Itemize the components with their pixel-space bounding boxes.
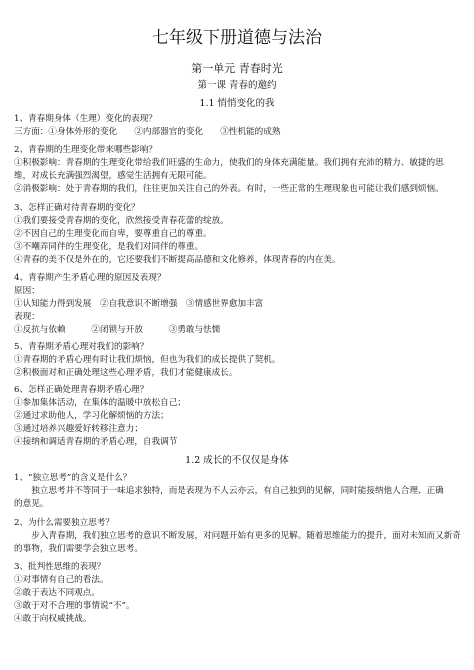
answer-line: 三方面：①身体外形的变化 ②内部器官的变化 ③性机能的成熟 [14,127,281,137]
question-6: 6、怎样正确处理青春期矛盾心理？ [14,385,149,395]
answer-line: 表现： [14,312,40,322]
answer-line: ①积极影响：青春期的生理变化带给我们旺盛的生命力，使我们的身体充满能量。我们拥有充沛的精力、敏捷的思 [14,158,444,168]
answer-line: ④接纳和调适青春期的矛盾心理，自我调节 [14,437,178,447]
answer-line: 步入青春期，我们独立思考的意识不断发展，对问题开始有更多的见解。随着思维能力的提升，面对未知而又新奇 [14,531,461,541]
lesson-heading: 第一课 青春的邀约 [197,80,277,91]
answer-line: 维，对成长充满强烈渴望，感觉生活拥有无限可能。 [14,171,212,181]
answer-line: ②消极影响：处于青春期的我们，往往更加关注自己的外表。有时，一些正常的生理现象也可能让我们感到烦恼。 [14,184,444,194]
question-2: 2、为什么需要独立思考？ [14,518,114,528]
answer-line: ①反抗与依赖 ②闭锁与开放 ③勇敢与怯懦 [14,325,221,335]
answer-line: 独立思考并不等同于一味追求独特，而是表现为不人云亦云，有自己独到的见解，同时能接纳他人合理、正确 [14,486,444,496]
answer-line: ③通过培养兴趣爱好转移注意力； [14,424,143,434]
question-2: 2、青春期的生理变化带来哪些影响？ [14,145,157,155]
answer-line: ①青春期的矛盾心理有时让我们烦恼，但也为我们的成长提供了契机。 [14,355,281,365]
question-4: 4、青春期产生矛盾心理的原因及表现？ [14,273,166,283]
document-title: 七年级下册道德与法治 [152,28,322,48]
answer-line: ②通过求助他人，学习化解烦恼的方法； [14,411,169,421]
answer-line: ①我们要接受青春期的变化，欣然接受青春花蕾的绽放。 [14,216,229,226]
answer-line: 的事物，我们需要学会独立思考。 [14,544,143,554]
answer-line: ①对事情有自己的看法。 [14,575,109,585]
answer-line: ③敢于对不合理的事情说“不”。 [14,601,135,611]
answer-line: ①认知能力得到发展 ②自我意识不断增强 ③情感世界愈加丰富 [14,299,264,309]
answer-line: ②不因自己的生理变化而自卑，要尊重自己的尊重。 [14,229,212,239]
question-1: 1、“独立思考”的含义是什么？ [14,473,132,483]
answer-line: ①参加集体活动，在集体的温暖中放松自己； [14,398,186,408]
answer-line: ②积极面对和正确处理这些心理矛盾，我们才能健康成长。 [14,368,238,378]
unit-heading: 第一单元 青春时光 [191,62,283,75]
answer-line: 原因： [14,286,40,296]
section-heading-1: 1.1 悄悄变化的我 [199,98,275,109]
answer-line: ④敢于向权威挑战。 [14,614,92,624]
answer-line: ④青春的美不仅是外在的，它还要我们不断提高品德和文化修养，体现青春的内在美。 [14,255,341,265]
question-3: 3、批判性思维的表现？ [14,562,106,572]
question-3: 3、怎样正确对待青春期的变化？ [14,203,140,213]
question-5: 5、青春期矛盾心理对我们的影响？ [14,342,149,352]
section-heading-2: 1.2 成长的不仅仅是身体 [185,455,289,466]
answer-line: 的意见。 [14,499,49,509]
question-1: 1、青春期身体（生理）变化的表现？ [14,114,157,124]
answer-line: ③不嘲弄同伴的生理变化，是我们对同伴的尊重。 [14,242,204,252]
answer-line: ②敢于表达不同观点。 [14,588,100,598]
